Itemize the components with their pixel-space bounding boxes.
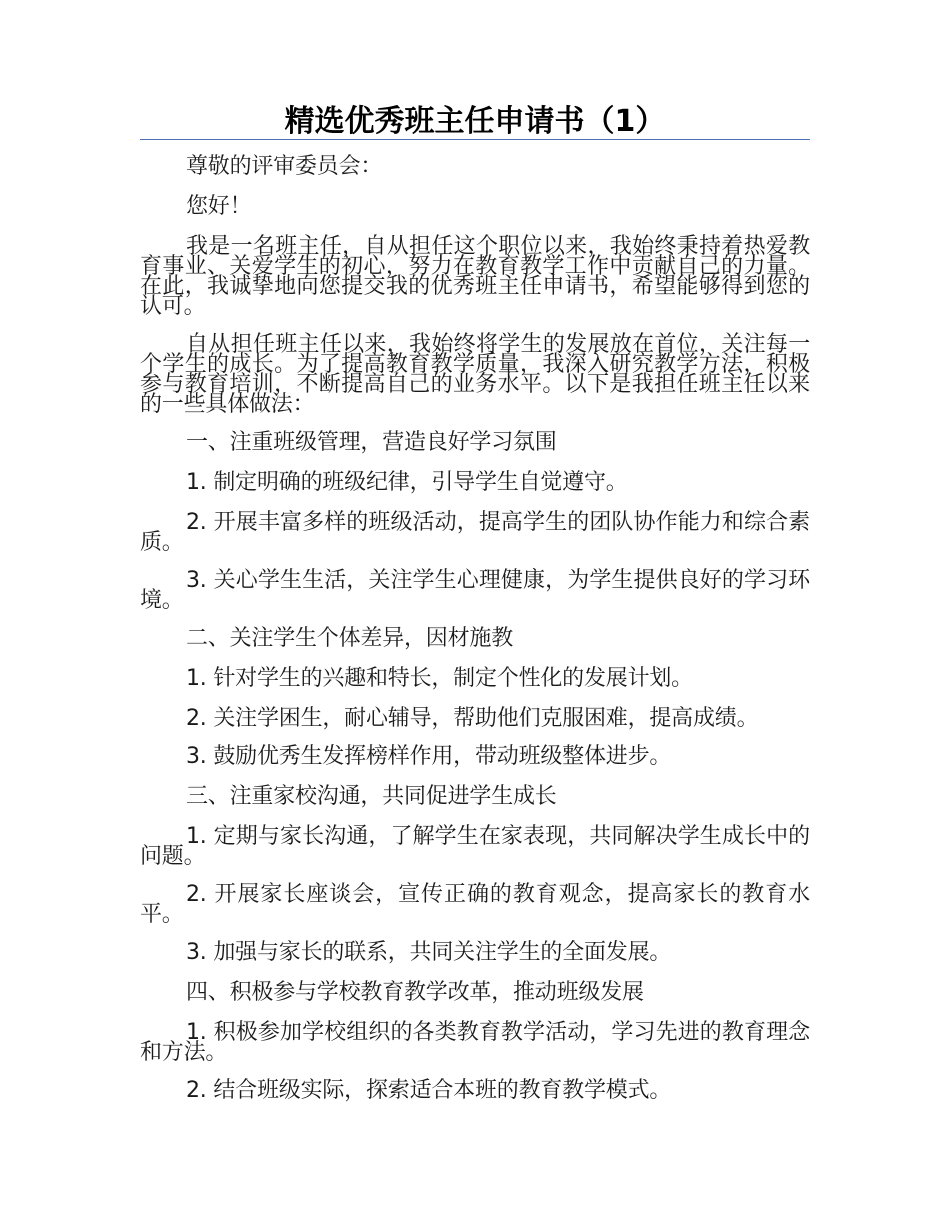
list-item: 1. 定期与家长沟通，了解学生在家表现，共同解决学生成长中的问题。 bbox=[140, 824, 810, 869]
list-item: 1. 制定明确的班级纪律，引导学生自觉遵守。 bbox=[186, 470, 628, 495]
list-item: 3. 关心学生生活，关注学生心理健康，为学生提供良好的学习环境。 bbox=[140, 568, 810, 613]
list-item: 2. 结合班级实际，探索适合本班的教育教学模式。 bbox=[186, 1078, 672, 1103]
overview-paragraph: 自从担任班主任以来，我始终将学生的发展放在首位，关注每一个学生的成长。为了提高教育教学质量，我深入研究教学方法，积极参与教育培训，不断提高自己的业务水平。以下是我担任班主任以来的一些具体做法： bbox=[140, 332, 810, 417]
list-item: 2. 开展家长座谈会，宣传正确的教育观念，提高家长的教育水平。 bbox=[140, 882, 810, 927]
greeting: 您好！ bbox=[186, 194, 252, 219]
list-item: 3. 加强与家长的联系，共同关注学生的全面发展。 bbox=[186, 940, 672, 965]
section-heading-4: 四、积极参与学校教育教学改革，推动班级发展 bbox=[186, 980, 644, 1005]
section-heading-3: 三、注重家校沟通，共同促进学生成长 bbox=[186, 784, 557, 809]
section-heading-1: 一、注重班级管理，营造良好学习氛围 bbox=[186, 430, 557, 455]
document-title: 精选优秀班主任申请书（1） bbox=[284, 104, 666, 139]
list-item: 3. 鼓励优秀生发挥榜样作用，带动班级整体进步。 bbox=[186, 744, 672, 769]
list-item: 1. 针对学生的兴趣和特长，制定个性化的发展计划。 bbox=[186, 666, 693, 691]
section-heading-2: 二、关注学生个体差异，因材施教 bbox=[186, 626, 514, 651]
title-underline bbox=[140, 139, 810, 140]
list-item: 2. 开展丰富多样的班级活动，提高学生的团队协作能力和综合素质。 bbox=[140, 510, 810, 555]
salutation: 尊敬的评审委员会： bbox=[186, 154, 383, 179]
document-body bbox=[140, 154, 810, 1121]
list-item: 2. 关注学困生，耐心辅导，帮助他们克服困难，提高成绩。 bbox=[186, 706, 759, 731]
intro-paragraph: 我是一名班主任，自从担任这个职位以来，我始终秉持着热爱教育事业、关爱学生的初心，努力在教育教学工作中贡献自己的力量。在此，我诚挚地向您提交我的优秀班主任申请书，希望能够得到您的认可。 bbox=[140, 234, 810, 319]
list-item: 1. 积极参加学校组织的各类教育教学活动，学习先进的教育理念和方法。 bbox=[140, 1020, 810, 1065]
